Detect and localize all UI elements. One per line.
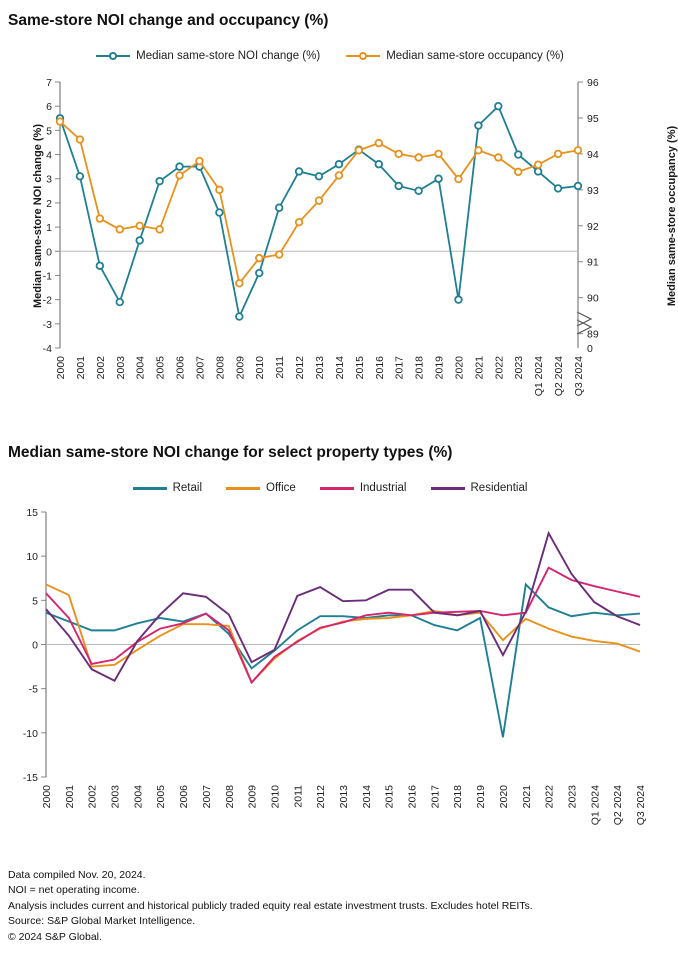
y2-tick-label: 93 bbox=[587, 184, 599, 197]
x-tick-label: 2018 bbox=[452, 785, 465, 809]
series-line bbox=[46, 533, 640, 681]
data-point bbox=[575, 183, 582, 190]
data-point bbox=[336, 172, 343, 179]
data-point bbox=[97, 262, 104, 269]
chart-noi-occupancy bbox=[0, 0, 678, 410]
x-tick-label: 2017 bbox=[429, 785, 442, 809]
x-tick-label: 2004 bbox=[134, 356, 147, 380]
data-point bbox=[375, 161, 382, 168]
x-tick-label: 2010 bbox=[254, 356, 267, 380]
legend-label-retail: Retail bbox=[172, 482, 202, 494]
y-tick-label: 6 bbox=[46, 101, 52, 114]
legend-item-noi bbox=[96, 50, 320, 62]
x-tick-label: 2007 bbox=[200, 785, 213, 809]
data-point bbox=[495, 154, 502, 161]
x-tick-label: 2007 bbox=[194, 356, 207, 380]
data-point bbox=[535, 168, 542, 175]
x-tick-label: 2009 bbox=[246, 785, 259, 809]
x-tick-label: 2021 bbox=[520, 785, 533, 809]
legend-line-occupancy bbox=[346, 55, 380, 57]
x-tick-label: 2012 bbox=[294, 356, 307, 380]
series-line bbox=[46, 584, 640, 737]
chart-2-title: Median same-store NOI change for select property types (%) bbox=[8, 444, 453, 461]
data-point bbox=[415, 154, 422, 161]
x-tick-label: 2023 bbox=[566, 785, 579, 809]
chart-noi-property-types bbox=[0, 430, 660, 840]
x-tick-label: 2014 bbox=[360, 785, 373, 809]
legend-marker-occupancy bbox=[359, 52, 367, 60]
series-line bbox=[60, 106, 578, 316]
x-tick-label: 2019 bbox=[433, 356, 446, 380]
y-tick-label: -3 bbox=[42, 318, 52, 331]
x-tick-label: 2019 bbox=[475, 785, 488, 809]
y-tick-label: 5 bbox=[32, 595, 38, 608]
chart-2-legend bbox=[0, 482, 660, 494]
x-tick-label: 2009 bbox=[234, 356, 247, 380]
data-point bbox=[555, 151, 562, 158]
y-tick-label: 1 bbox=[46, 222, 52, 235]
y2-tick-label: 91 bbox=[587, 256, 599, 269]
data-point bbox=[256, 270, 263, 277]
data-point bbox=[535, 161, 542, 168]
legend-label-industrial: Industrial bbox=[359, 482, 407, 494]
x-tick-label: 2003 bbox=[114, 356, 127, 380]
x-tick-label: 2022 bbox=[493, 356, 506, 380]
y-tick-label: -2 bbox=[42, 294, 52, 307]
x-tick-label: 2008 bbox=[223, 785, 236, 809]
x-tick-label: 2006 bbox=[174, 356, 187, 380]
legend-item-residential bbox=[431, 482, 528, 494]
chart-1-plot bbox=[0, 70, 660, 410]
data-point bbox=[455, 296, 462, 303]
y2-tick-label: 94 bbox=[587, 148, 599, 161]
data-point bbox=[276, 204, 283, 211]
data-point bbox=[176, 163, 183, 170]
legend-label-office: Office bbox=[266, 482, 296, 494]
chart-1-legend bbox=[0, 50, 660, 62]
data-point bbox=[156, 178, 163, 185]
footer-line-2: NOI = net operating income. bbox=[8, 884, 140, 896]
data-point bbox=[216, 209, 223, 216]
y-tick-label: -1 bbox=[42, 270, 52, 283]
x-tick-label: 2001 bbox=[63, 785, 76, 809]
x-tick-label: 2016 bbox=[406, 785, 419, 809]
data-point bbox=[395, 183, 402, 190]
y2-tick-label: 90 bbox=[587, 292, 599, 305]
footer-line-1: Data compiled Nov. 20, 2024. bbox=[8, 868, 146, 881]
data-point bbox=[316, 173, 323, 180]
legend-label-residential: Residential bbox=[470, 482, 528, 494]
x-tick-label: 2002 bbox=[86, 785, 99, 809]
x-tick-label: Q2 2024 bbox=[553, 356, 566, 397]
chart-1-y2-axis-title: Median same-store occupancy (%) bbox=[666, 125, 678, 307]
x-tick-label: 2017 bbox=[393, 356, 406, 380]
chart-2-plot bbox=[0, 502, 660, 842]
y-tick-label: 5 bbox=[46, 125, 52, 138]
x-tick-label: Q3 2024 bbox=[635, 785, 647, 826]
x-tick-label: 2000 bbox=[55, 356, 67, 380]
data-point bbox=[296, 219, 303, 226]
y-tick-label: 0 bbox=[46, 246, 52, 259]
x-tick-label: 2010 bbox=[269, 785, 282, 809]
x-tick-label: 2022 bbox=[543, 785, 556, 809]
data-point bbox=[116, 299, 123, 306]
y-tick-label: 10 bbox=[26, 551, 38, 564]
legend-line-retail bbox=[133, 487, 167, 490]
y-tick-label: -15 bbox=[22, 772, 38, 784]
data-point bbox=[216, 187, 223, 194]
y2-tick-label: 89 bbox=[587, 328, 599, 341]
data-point bbox=[415, 188, 422, 195]
legend-line-residential bbox=[431, 487, 465, 490]
x-tick-label: 2015 bbox=[353, 356, 366, 380]
data-point bbox=[515, 169, 522, 176]
legend-label-noi: Median same-store NOI change (%) bbox=[136, 50, 321, 62]
y2-tick-label: 96 bbox=[587, 77, 599, 89]
data-point bbox=[555, 185, 562, 192]
x-tick-label: 2002 bbox=[94, 356, 107, 380]
data-point bbox=[176, 172, 183, 179]
footer-line-5: © 2024 S&P Global. bbox=[8, 930, 102, 943]
legend-item-retail bbox=[133, 482, 202, 494]
x-tick-label: 2018 bbox=[413, 356, 426, 380]
x-tick-label: 2003 bbox=[109, 785, 122, 809]
y2-tick-label: 95 bbox=[587, 112, 599, 125]
chart-1-title: Same-store NOI change and occupancy (%) bbox=[8, 12, 329, 29]
x-tick-label: 2014 bbox=[333, 356, 346, 380]
data-point bbox=[296, 168, 303, 175]
data-point bbox=[395, 151, 402, 158]
data-point bbox=[316, 197, 323, 204]
data-point bbox=[455, 176, 462, 183]
data-point bbox=[156, 226, 163, 233]
y-tick-label: 15 bbox=[26, 507, 38, 519]
data-point bbox=[77, 136, 84, 143]
x-tick-label: 2013 bbox=[338, 785, 350, 809]
x-tick-label: 2001 bbox=[74, 356, 87, 380]
data-point bbox=[57, 118, 64, 125]
data-point bbox=[276, 251, 283, 258]
data-point bbox=[495, 103, 502, 110]
data-point bbox=[575, 147, 582, 154]
x-tick-label: 2012 bbox=[315, 785, 328, 809]
data-point bbox=[435, 151, 442, 158]
x-tick-label: Q2 2024 bbox=[612, 785, 625, 826]
footer-line-3: Analysis includes current and historical publicly traded equity real estate investment trusts. Excludes hotel REITs. bbox=[8, 899, 533, 912]
series-line bbox=[46, 568, 640, 683]
x-tick-label: Q3 2024 bbox=[573, 356, 585, 397]
data-point bbox=[116, 226, 123, 233]
x-tick-label: Q1 2024 bbox=[589, 785, 602, 826]
data-point bbox=[356, 147, 363, 154]
legend-item-industrial bbox=[320, 482, 407, 494]
data-point bbox=[475, 122, 482, 129]
x-tick-label: 2021 bbox=[473, 356, 486, 380]
data-point bbox=[136, 237, 143, 244]
chart-1-y-axis-title: Median same-store NOI change (%) bbox=[32, 124, 44, 308]
footer-line-4: Source: S&P Global Market Intelligence. bbox=[8, 915, 196, 927]
x-tick-label: 2020 bbox=[453, 356, 466, 380]
data-point bbox=[375, 140, 382, 147]
legend-line-industrial bbox=[320, 487, 354, 490]
footer-notes bbox=[8, 868, 533, 946]
legend-item-office bbox=[226, 482, 296, 494]
y2-break-label: 0 bbox=[587, 343, 593, 355]
data-point bbox=[236, 280, 243, 287]
x-tick-label: 2013 bbox=[314, 356, 326, 380]
data-point bbox=[336, 161, 343, 168]
series-line bbox=[46, 584, 640, 682]
x-tick-label: 2004 bbox=[132, 785, 145, 809]
data-point bbox=[136, 222, 143, 229]
x-tick-label: 2016 bbox=[373, 356, 386, 380]
y-tick-label: 4 bbox=[46, 149, 52, 162]
y-tick-label: 3 bbox=[46, 173, 52, 186]
x-tick-label: 2006 bbox=[178, 785, 191, 809]
y-tick-label: 2 bbox=[46, 197, 52, 210]
x-tick-label: 2000 bbox=[41, 785, 53, 809]
x-tick-label: 2005 bbox=[154, 356, 167, 380]
x-tick-label: 2020 bbox=[497, 785, 510, 809]
data-point bbox=[475, 147, 482, 154]
y-tick-label: -4 bbox=[42, 343, 52, 355]
data-point bbox=[515, 151, 522, 158]
legend-line-office bbox=[226, 487, 260, 490]
x-tick-label: 2011 bbox=[292, 785, 305, 808]
data-point bbox=[435, 175, 442, 182]
legend-label-occupancy: Median same-store occupancy (%) bbox=[386, 50, 564, 62]
legend-marker-noi bbox=[109, 52, 117, 60]
x-tick-label: 2011 bbox=[274, 356, 287, 379]
legend-item-occupancy bbox=[346, 50, 564, 62]
x-tick-label: 2005 bbox=[155, 785, 168, 809]
x-tick-label: Q1 2024 bbox=[533, 356, 546, 397]
data-point bbox=[77, 173, 84, 180]
data-point bbox=[256, 255, 263, 262]
y-tick-label: -5 bbox=[28, 683, 38, 696]
y-tick-label: 7 bbox=[46, 77, 52, 89]
x-tick-label: 2008 bbox=[214, 356, 227, 380]
y-tick-label: 0 bbox=[32, 639, 38, 652]
x-tick-label: 2015 bbox=[383, 785, 396, 809]
legend-line-noi bbox=[96, 55, 130, 57]
y2-tick-label: 92 bbox=[587, 220, 599, 233]
y-tick-label: -10 bbox=[22, 727, 38, 740]
data-point bbox=[236, 313, 243, 320]
data-point bbox=[196, 158, 203, 165]
data-point bbox=[97, 215, 104, 222]
x-tick-label: 2023 bbox=[513, 356, 526, 380]
